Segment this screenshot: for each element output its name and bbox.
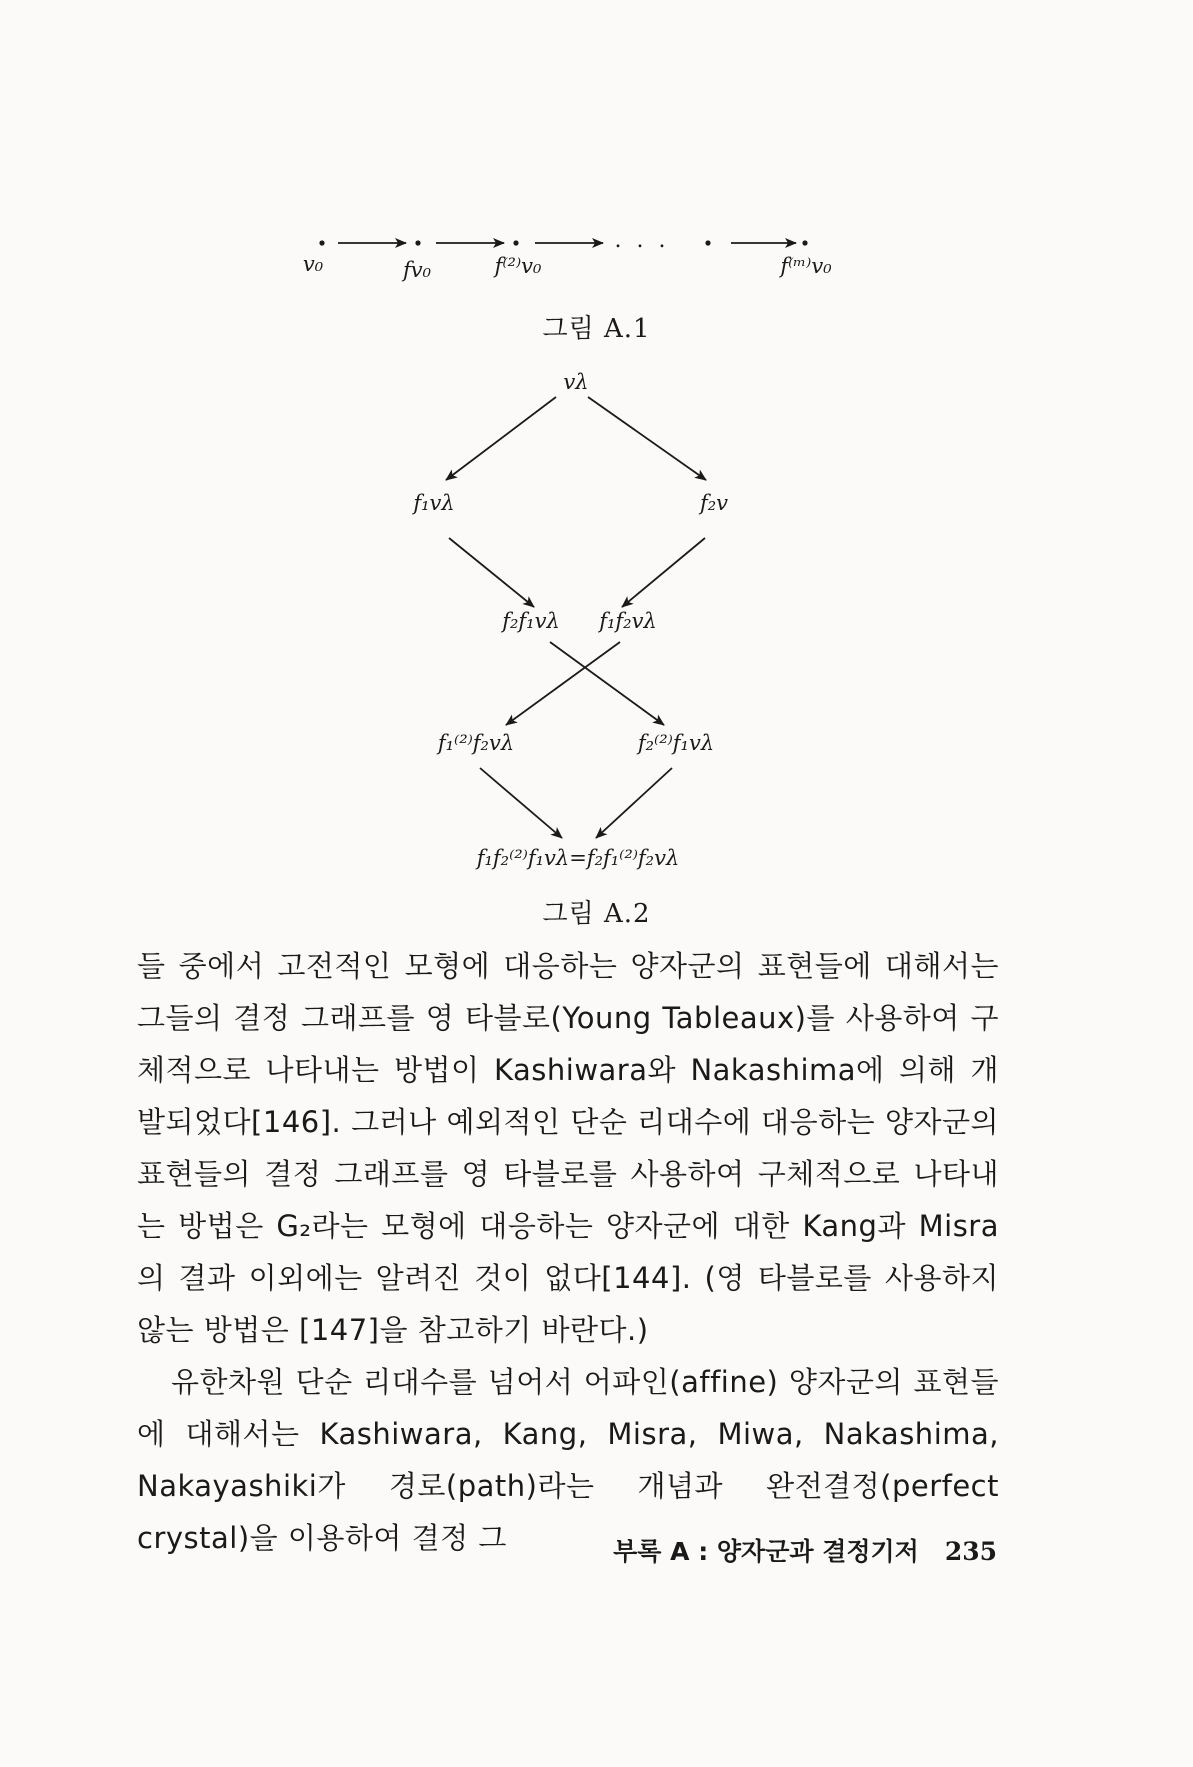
figure2-node-left: f₁vλ <box>413 491 455 515</box>
figure1-dot <box>513 240 518 245</box>
figure1-caption: 그림 A.1 <box>542 314 651 344</box>
figure2-node-top: vλ <box>563 370 589 394</box>
figure1-dot <box>802 240 807 245</box>
figure2-node-bottom: f₁f₂⁽²⁾f₁vλ=f₂f₁⁽²⁾f₂vλ <box>476 846 680 870</box>
paragraph-1: 들 중에서 고전적인 모형에 대응하는 양자군의 표현들에 대해서는 그들의 결정 그래프를 영 타블로(Young Tableaux)를 사용하여 구체적으로 나타내는 방법이 Kashiwara와 Nakashima에 의해 개발되었다[146]. 그러나 예외적인 단순 리대수에 대응하는 양자군의 표현들의 결정 그래프를 영 타블로를 사용하여 구체적으로 나타내는 방법은 G₂라는 모형에 대응하는 양자군에 대한 Kang과 Misra의 결과 이외에는 알려진 것이 없다[144]. (영 타블로를 사용하지 않는 방법은 [147]을 참고하기 바란다.) <box>137 949 999 1347</box>
figure2-arrows <box>446 397 706 838</box>
page-footer <box>613 1532 997 1568</box>
figure2-arrow <box>588 397 706 480</box>
figure2-node-low-left: f₁⁽²⁾f₂vλ <box>437 731 515 755</box>
figure1-node-fmv0: f⁽ᵐ⁾v₀ <box>780 254 832 278</box>
figure2-arrow <box>550 642 664 725</box>
figure2-arrow <box>596 768 672 838</box>
figure1-dot <box>705 240 710 245</box>
figure1-dot <box>415 240 420 245</box>
figure2-caption: 그림 A.2 <box>542 899 651 929</box>
body-text <box>137 940 999 1564</box>
figure2-node-mid-right: f₁f₂vλ <box>599 609 657 633</box>
running-title: 부록 A : 양자군과 결정기저 <box>613 1537 919 1566</box>
figure2-node-right: f₂v <box>699 491 729 515</box>
figure1-node-f2v0: f⁽²⁾v₀ <box>494 254 542 278</box>
figure1-node-fv0: fv₀ <box>402 258 432 282</box>
figure2-arrow <box>446 397 556 480</box>
figure2-arrow <box>480 768 562 838</box>
page-number: 235 <box>944 1537 997 1566</box>
figure1-node-v0: v₀ <box>302 252 324 276</box>
figure2-arrow <box>622 538 705 607</box>
figure2-node-low-right: f₂⁽²⁾f₁vλ <box>637 731 715 755</box>
figure2-arrow <box>506 642 620 725</box>
figure2-arrow <box>449 538 534 607</box>
figure1-ellipsis: . . . <box>614 228 670 253</box>
figure1-dot <box>319 240 324 245</box>
figure2-node-mid-left: f₂f₁vλ <box>502 609 560 633</box>
paragraph-2: 유한차원 단순 리대수를 넘어서 어파인(affine) 양자군의 표현들에 대해서는 Kashiwara, Kang, Misra, Miwa, Nakashima, Nakayashiki가 경로(path)라는 개념과 완전결정(perfect crystal)을 이용하여 결정 그 <box>137 1365 999 1555</box>
